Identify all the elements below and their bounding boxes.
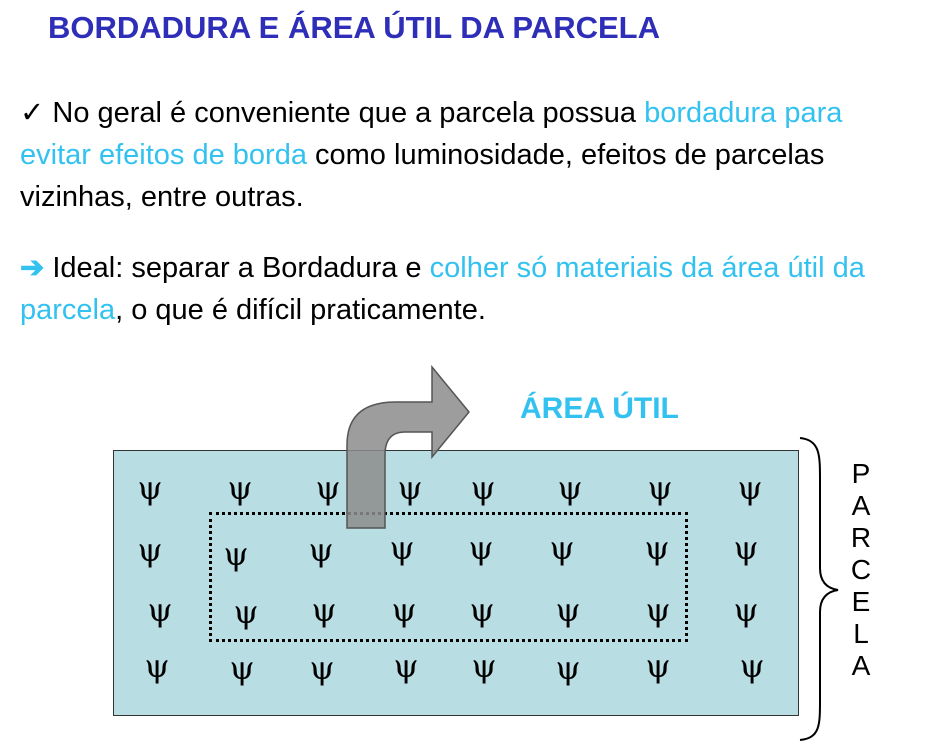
plant-icon: ψ (647, 469, 673, 507)
parcela-letter: P (851, 458, 871, 489)
para1-highlight: bordadura para evitar efeitos de borda (20, 97, 843, 171)
plant-icon: ψ (391, 591, 417, 629)
check-icon: ✓ (20, 97, 45, 129)
plant-icon: ψ (147, 591, 173, 629)
plant-icon: ψ (737, 469, 763, 507)
area-util-label: ÁREA ÚTIL (520, 392, 679, 425)
plant-icon: ψ (315, 469, 341, 507)
plant-icon: ψ (645, 647, 671, 685)
plant-icon: ψ (555, 591, 581, 629)
parcela-brace-icon (800, 438, 838, 740)
para2-highlight: colher só materiais da área útil da parcela (20, 252, 865, 326)
plant-icon: ψ (137, 531, 163, 569)
plant-icon: ψ (309, 649, 335, 687)
para1-text1: No geral é conveniente que a parcela possua (44, 97, 645, 129)
plant-icon: ψ (137, 469, 163, 507)
page-title: BORDADURA E ÁREA ÚTIL DA PARCELA (48, 10, 660, 45)
arrow-bullet-icon: ➔ (20, 252, 45, 284)
plant-icon: ψ (223, 535, 249, 573)
parcela-letter: R (850, 522, 872, 553)
para1-text2: como luminosidade, efeitos de parcelas vizinhas, entre outras. (20, 139, 825, 213)
plant-icon: ψ (549, 529, 575, 567)
parcela-letter: E (851, 586, 871, 617)
parcela-vertical-label (848, 458, 874, 682)
parcela-letter: C (850, 554, 872, 585)
curved-arrow-icon (347, 367, 469, 528)
para2-text2: , o que é difícil praticamente. (115, 294, 486, 326)
plant-icon: ψ (227, 469, 253, 507)
plant-icon: ψ (739, 647, 765, 685)
plant-icon: ψ (468, 529, 494, 567)
plant-icon: ψ (308, 531, 334, 569)
plant-icon: ψ (469, 591, 495, 629)
plant-icon: ψ (233, 593, 259, 631)
para2-text1: Ideal: separar a Bordadura e (44, 252, 430, 284)
plant-icon: ψ (311, 591, 337, 629)
plant-icon: ψ (397, 469, 423, 507)
plant-icon: ψ (555, 649, 581, 687)
plant-icon: ψ (733, 591, 759, 629)
parcela-letter: L (853, 618, 869, 649)
plant-icon: ψ (645, 591, 671, 629)
plant-icon: ψ (557, 469, 583, 507)
plant-icon: ψ (733, 529, 759, 567)
plant-icon: ψ (470, 469, 496, 507)
parcela-letter: A (851, 490, 871, 521)
plant-icon: ψ (471, 647, 497, 685)
plant-icon: ψ (144, 647, 170, 685)
plant-icon: ψ (389, 529, 415, 567)
plant-icon: ψ (644, 529, 670, 567)
parcela-letter: A (851, 650, 871, 681)
plant-icon: ψ (393, 647, 419, 685)
plant-icon: ψ (229, 649, 255, 687)
